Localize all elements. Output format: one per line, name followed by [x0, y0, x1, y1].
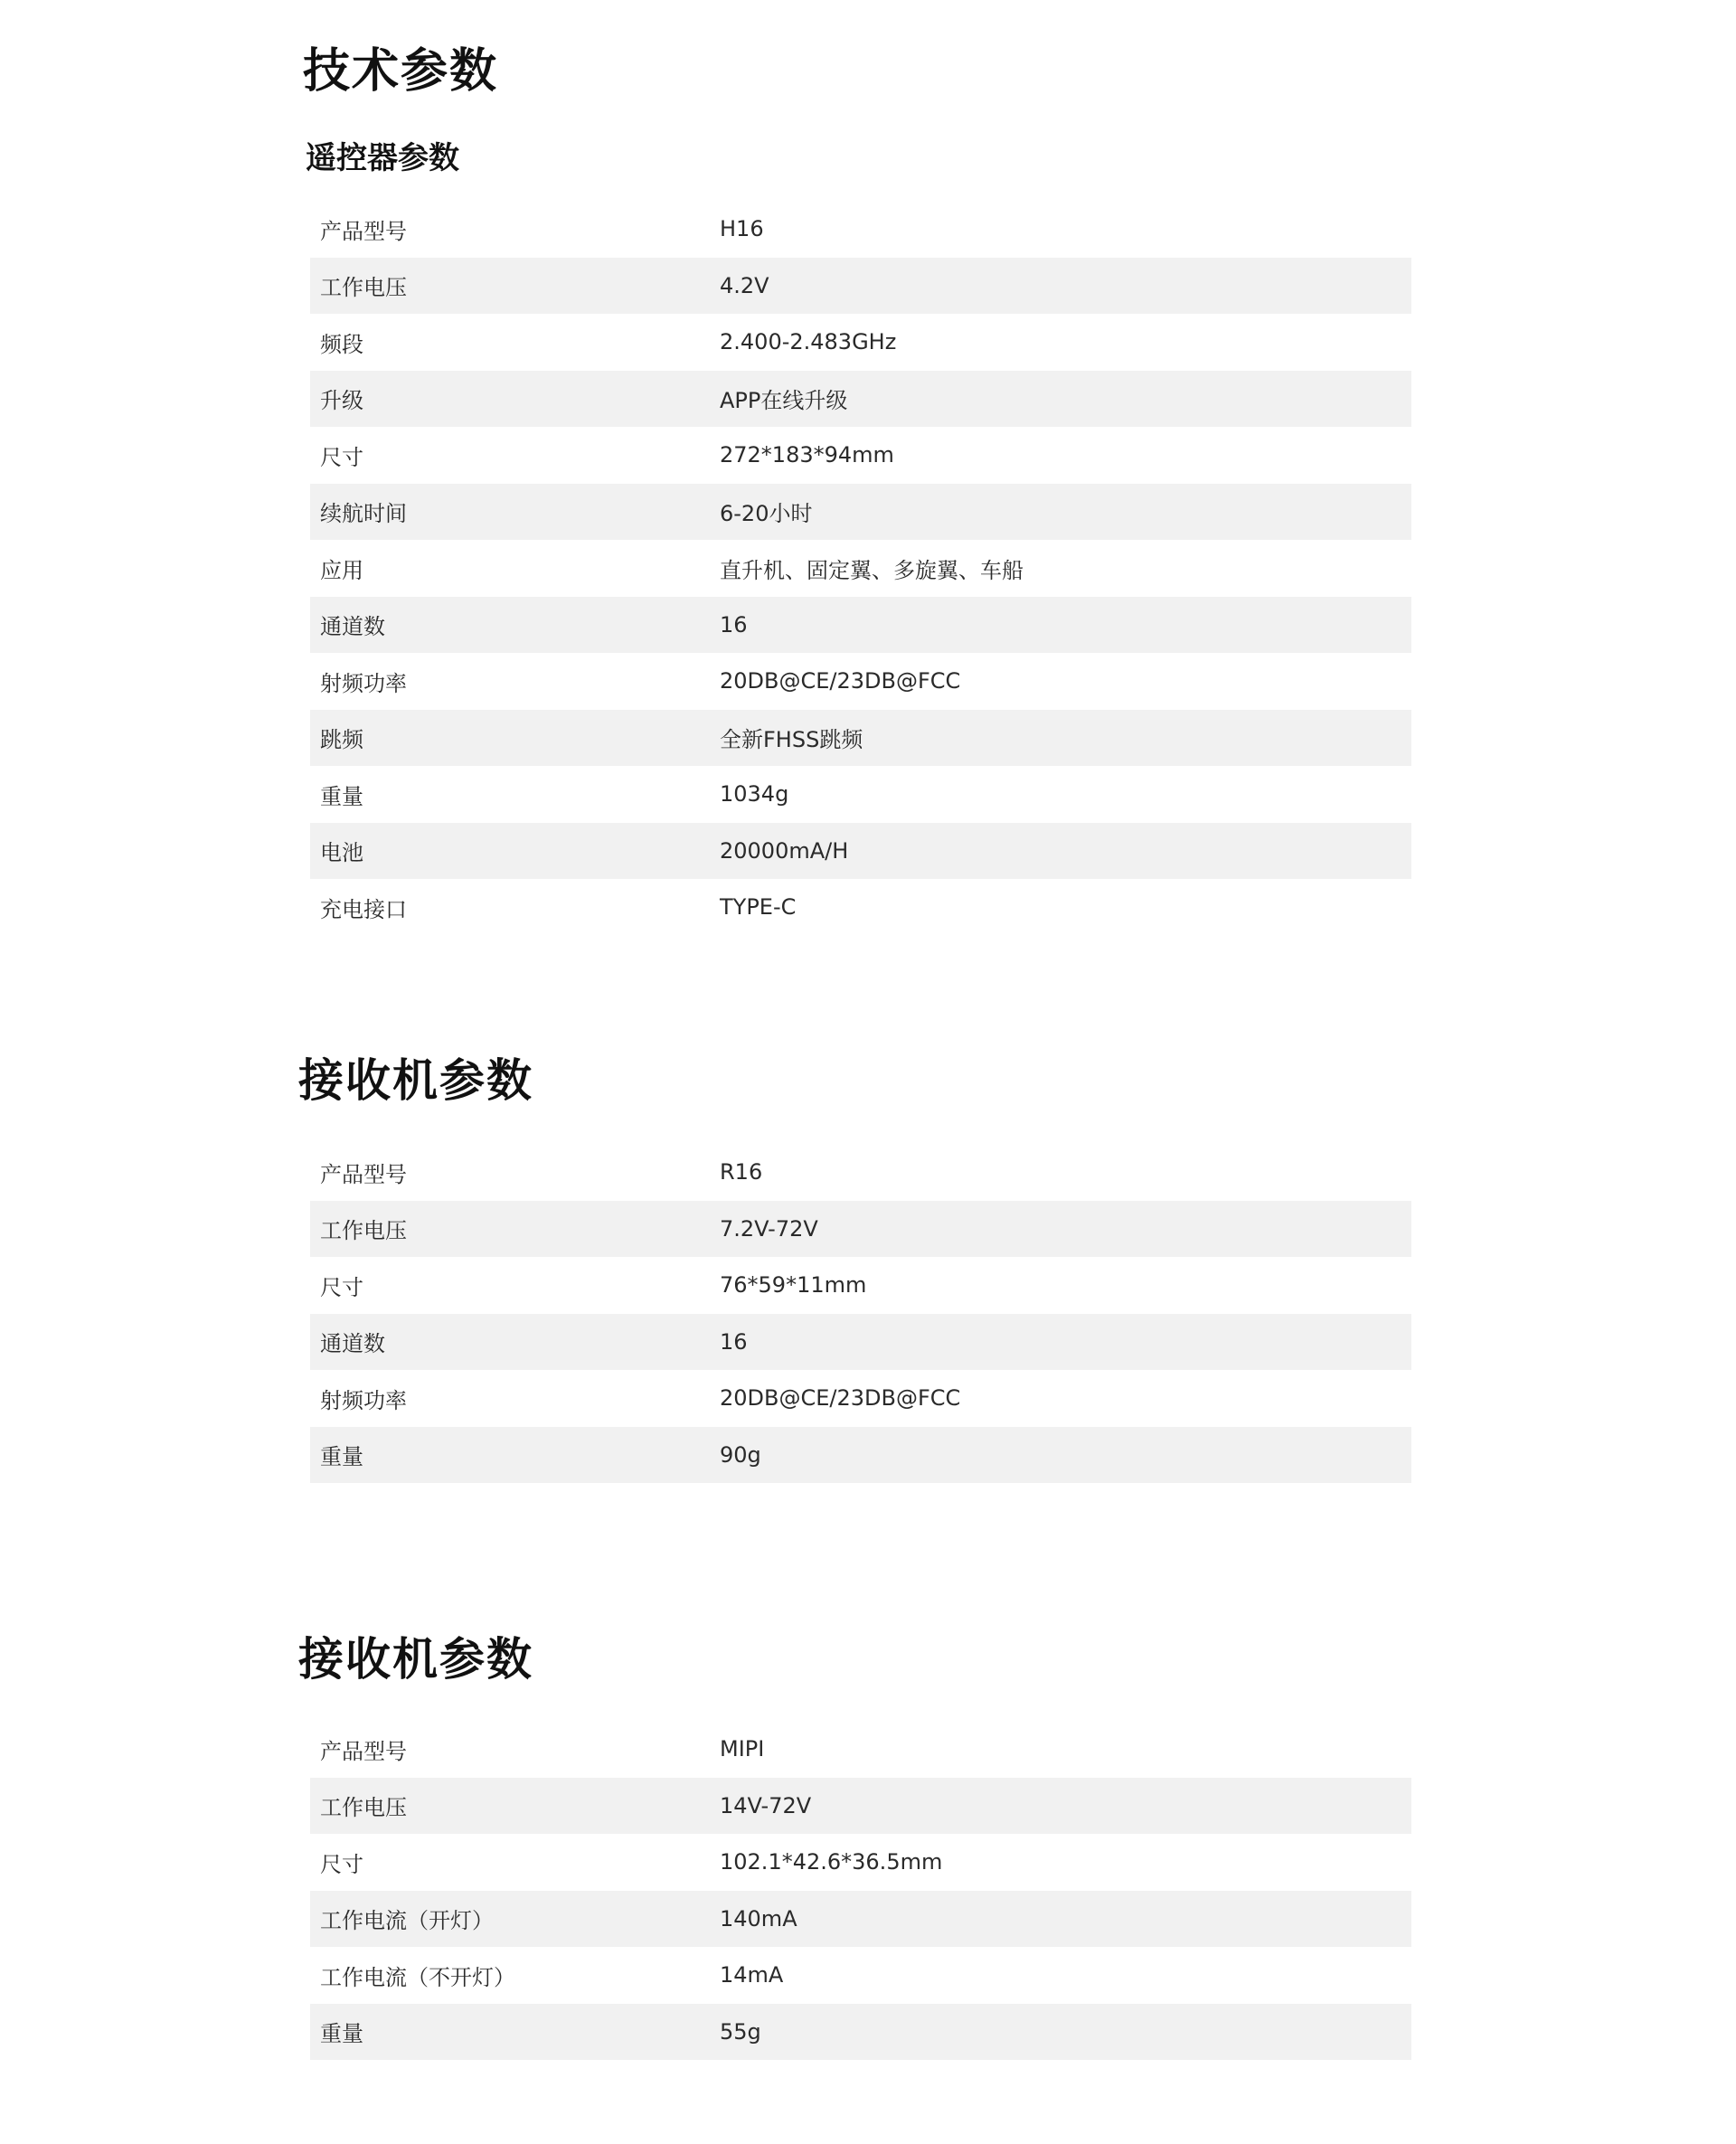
- spec-row: [310, 427, 1411, 484]
- spec-value: 272*183*94mm: [720, 442, 894, 468]
- spec-label: 重量: [320, 783, 363, 809]
- spec-row: [310, 1947, 1411, 2004]
- spec-row: [310, 258, 1411, 315]
- spec-value: R16: [720, 1159, 763, 1185]
- spec-value: APP在线升级: [720, 388, 848, 414]
- spec-row: [310, 710, 1411, 767]
- spec-row: [310, 371, 1411, 428]
- remote-spec-table: [310, 201, 1411, 936]
- spec-row: [310, 823, 1411, 880]
- spec-value: 4.2V: [720, 272, 769, 298]
- spec-label: 尺寸: [320, 1274, 363, 1300]
- spec-label: 工作电压: [320, 1795, 407, 1821]
- spec-value: H16: [720, 216, 764, 242]
- spec-label: 充电接口: [320, 896, 407, 922]
- spec-value: 102.1*42.6*36.5mm: [720, 1849, 943, 1875]
- spec-row: [310, 879, 1411, 936]
- spec-label: 工作电压: [320, 275, 407, 301]
- spec-row: [310, 314, 1411, 371]
- spec-label: 频段: [320, 331, 363, 357]
- spec-value: 1034g: [720, 781, 789, 808]
- spec-label: 射频功率: [320, 1387, 407, 1413]
- spec-value: 20DB@CE/23DB@FCC: [720, 668, 961, 694]
- spec-value: 直升机、固定翼、多旋翼、车船: [720, 557, 1024, 583]
- spec-value: 14V-72V: [720, 1792, 812, 1818]
- spec-value: 6-20小时: [720, 501, 813, 527]
- remote-section-title: 遥控器参数: [306, 140, 459, 176]
- spec-label: 产品型号: [320, 218, 407, 244]
- spec-label: 尺寸: [320, 444, 363, 470]
- spec-label: 产品型号: [320, 1738, 407, 1764]
- spec-label: 通道数: [320, 614, 385, 640]
- spec-label: 跳频: [320, 727, 363, 753]
- spec-value: 全新FHSS跳频: [720, 727, 863, 753]
- spec-value: 14mA: [720, 1962, 784, 1988]
- spec-label: 重量: [320, 2021, 363, 2047]
- spec-row: [310, 1314, 1411, 1371]
- spec-value: 90g: [720, 1441, 761, 1468]
- spec-value: 2.400-2.483GHz: [720, 329, 897, 355]
- spec-row: [310, 1257, 1411, 1314]
- spec-label: 工作电压: [320, 1218, 407, 1244]
- camera-section-title: 接收机参数: [298, 1633, 533, 1686]
- spec-row: [310, 2004, 1411, 2061]
- page-title: 技术参数: [303, 44, 499, 99]
- spec-label: 重量: [320, 1444, 363, 1470]
- spec-row: [310, 1778, 1411, 1835]
- spec-row: [310, 484, 1411, 541]
- spec-label: 应用: [320, 557, 363, 583]
- spec-row: [310, 1721, 1411, 1778]
- receiver-spec-table: [310, 1144, 1411, 1483]
- spec-label: 工作电流（不开灯）: [320, 1964, 515, 1990]
- camera-spec-table: [310, 1721, 1411, 2060]
- spec-value: 140mA: [720, 1905, 797, 1931]
- spec-value: MIPI: [720, 1736, 765, 1762]
- spec-row: [310, 1834, 1411, 1891]
- spec-row: [310, 653, 1411, 710]
- spec-row: [310, 201, 1411, 258]
- spec-label: 尺寸: [320, 1851, 363, 1877]
- spec-label: 电池: [320, 840, 363, 866]
- spec-row: [310, 1201, 1411, 1258]
- spec-value: 7.2V-72V: [720, 1215, 818, 1242]
- spec-label: 升级: [320, 388, 363, 414]
- spec-label: 通道数: [320, 1331, 385, 1357]
- spec-value: 55g: [720, 2018, 761, 2045]
- spec-row: [310, 1144, 1411, 1201]
- spec-value: TYPE-C: [720, 894, 797, 921]
- spec-row: [310, 1427, 1411, 1484]
- spec-row: [310, 1891, 1411, 1948]
- spec-row: [310, 766, 1411, 823]
- spec-value: 16: [720, 1328, 748, 1355]
- spec-value: 20DB@CE/23DB@FCC: [720, 1385, 961, 1412]
- spec-row: [310, 540, 1411, 597]
- spec-row: [310, 597, 1411, 654]
- spec-label: 产品型号: [320, 1161, 407, 1187]
- spec-value: 76*59*11mm: [720, 1272, 867, 1299]
- receiver-section-title: 接收机参数: [298, 1054, 533, 1107]
- spec-label: 射频功率: [320, 670, 407, 696]
- spec-value: 20000mA/H: [720, 837, 849, 864]
- spec-label: 续航时间: [320, 501, 407, 527]
- spec-value: 16: [720, 611, 748, 638]
- spec-label: 工作电流（开灯）: [320, 1908, 494, 1934]
- spec-row: [310, 1370, 1411, 1427]
